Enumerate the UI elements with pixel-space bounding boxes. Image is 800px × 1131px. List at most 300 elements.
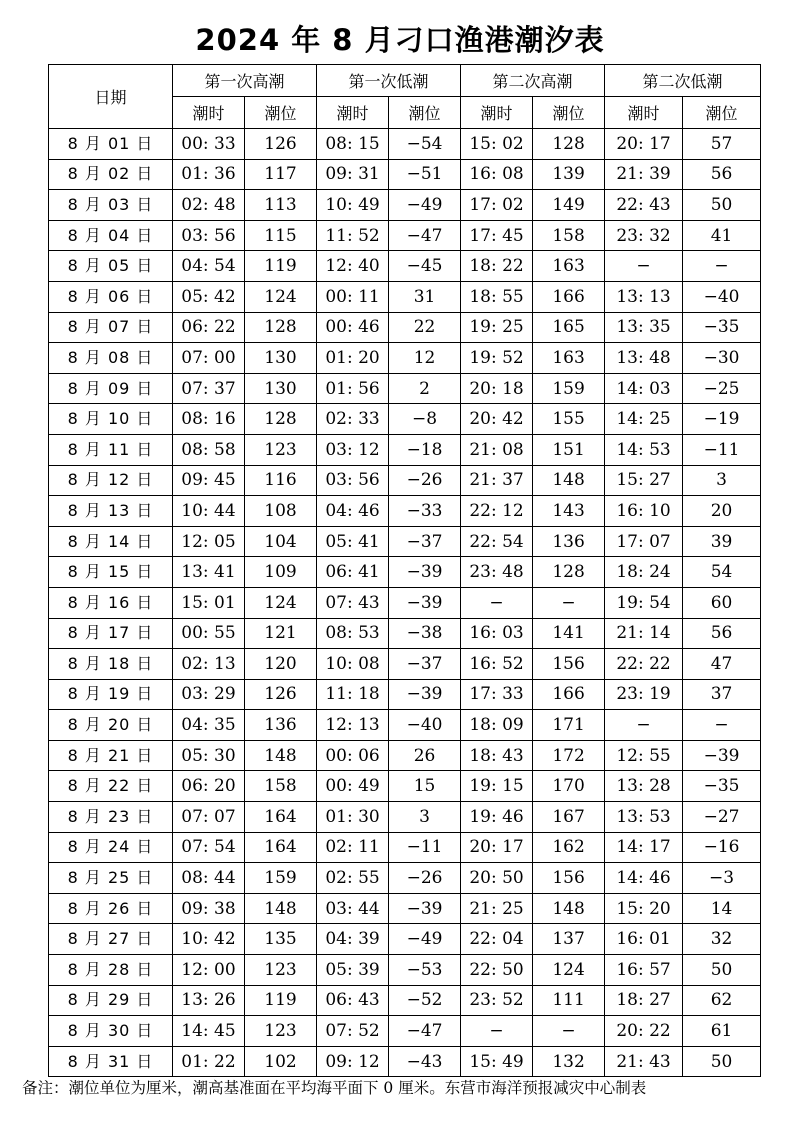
high2-level-cell: 143 (533, 496, 605, 527)
low1-time-cell: 03: 44 (317, 893, 389, 924)
date-cell: 8 月 10 日 (49, 404, 173, 435)
low2-time-cell: 22: 22 (605, 649, 683, 680)
high2-time-cell: 18: 43 (461, 740, 533, 771)
high1-level-cell: 124 (245, 281, 317, 312)
low2-level-cell: 56 (683, 159, 761, 190)
low1-time-cell: 09: 12 (317, 1046, 389, 1077)
low1-time-cell: 12: 40 (317, 251, 389, 282)
low1-level-cell: −39 (389, 557, 461, 588)
high2-time-cell: 19: 46 (461, 802, 533, 833)
low2-time-cell: 14: 46 (605, 863, 683, 894)
date-cell: 8 月 03 日 (49, 190, 173, 221)
low2-time-cell: 16: 10 (605, 496, 683, 527)
low2-level-cell: 20 (683, 496, 761, 527)
time-header: 潮时 (605, 97, 683, 129)
high1-level-cell: 148 (245, 893, 317, 924)
table-row (49, 863, 761, 894)
date-cell: 8 月 07 日 (49, 312, 173, 343)
date-cell: 8 月 04 日 (49, 220, 173, 251)
high1-level-cell: 126 (245, 679, 317, 710)
high1-level-cell: 128 (245, 312, 317, 343)
date-cell: 8 月 27 日 (49, 924, 173, 955)
high1-time-cell: 07: 07 (173, 802, 245, 833)
table-row (49, 220, 761, 251)
high2-level-cell: 163 (533, 343, 605, 374)
low2-level-cell: −39 (683, 740, 761, 771)
table-row (49, 190, 761, 221)
high2-level-cell: 148 (533, 893, 605, 924)
low2-level-cell: 47 (683, 649, 761, 680)
high2-level-cell: 139 (533, 159, 605, 190)
table-row (49, 312, 761, 343)
low1-level-cell: −53 (389, 955, 461, 986)
table-row (49, 955, 761, 986)
high2-time-cell: 20: 42 (461, 404, 533, 435)
high1-time-cell: 13: 41 (173, 557, 245, 588)
group-header-first-high: 第一次高潮 (173, 65, 317, 97)
date-cell: 8 月 08 日 (49, 343, 173, 374)
low2-time-cell: 15: 20 (605, 893, 683, 924)
high1-level-cell: 104 (245, 526, 317, 557)
low2-level-cell: 39 (683, 526, 761, 557)
low1-level-cell: 15 (389, 771, 461, 802)
low1-time-cell: 03: 12 (317, 434, 389, 465)
high2-level-cell: 171 (533, 710, 605, 741)
level-header: 潮位 (389, 97, 461, 129)
date-cell: 8 月 24 日 (49, 832, 173, 863)
table-row (49, 924, 761, 955)
high1-time-cell: 04: 35 (173, 710, 245, 741)
low1-level-cell: −8 (389, 404, 461, 435)
date-cell: 8 月 18 日 (49, 649, 173, 680)
high2-level-cell: 158 (533, 220, 605, 251)
low2-level-cell: 56 (683, 618, 761, 649)
low1-level-cell: −39 (389, 893, 461, 924)
high2-level-cell: 162 (533, 832, 605, 863)
high2-level-cell: 141 (533, 618, 605, 649)
high1-level-cell: 123 (245, 955, 317, 986)
high1-time-cell: 04: 54 (173, 251, 245, 282)
table-row (49, 1046, 761, 1077)
low1-level-cell: −51 (389, 159, 461, 190)
high2-time-cell: 18: 22 (461, 251, 533, 282)
low1-level-cell: −49 (389, 190, 461, 221)
table-row (49, 771, 761, 802)
high2-level-cell: 136 (533, 526, 605, 557)
low2-level-cell: 41 (683, 220, 761, 251)
high1-level-cell: 158 (245, 771, 317, 802)
high2-time-cell: 20: 18 (461, 373, 533, 404)
table-row (49, 740, 761, 771)
low2-time-cell: 21: 14 (605, 618, 683, 649)
high2-time-cell: 22: 12 (461, 496, 533, 527)
date-cell: 8 月 11 日 (49, 434, 173, 465)
low2-time-cell: 18: 24 (605, 557, 683, 588)
low1-time-cell: 08: 15 (317, 129, 389, 160)
high1-time-cell: 06: 20 (173, 771, 245, 802)
low1-level-cell: −39 (389, 679, 461, 710)
high1-time-cell: 02: 48 (173, 190, 245, 221)
group-header-first-low: 第一次低潮 (317, 65, 461, 97)
table-row (49, 281, 761, 312)
high2-time-cell: 19: 25 (461, 312, 533, 343)
low1-time-cell: 06: 41 (317, 557, 389, 588)
low1-level-cell: −47 (389, 1016, 461, 1047)
low2-level-cell: 61 (683, 1016, 761, 1047)
low1-time-cell: 11: 52 (317, 220, 389, 251)
date-cell: 8 月 06 日 (49, 281, 173, 312)
high2-time-cell: 21: 08 (461, 434, 533, 465)
low2-level-cell: −27 (683, 802, 761, 833)
high1-level-cell: 119 (245, 251, 317, 282)
high2-time-cell: 23: 52 (461, 985, 533, 1016)
low1-time-cell: 02: 11 (317, 832, 389, 863)
high1-level-cell: 148 (245, 740, 317, 771)
high1-time-cell: 01: 36 (173, 159, 245, 190)
low2-time-cell: 16: 01 (605, 924, 683, 955)
low2-time-cell: 16: 57 (605, 955, 683, 986)
date-header: 日期 (49, 65, 173, 129)
low1-level-cell: 2 (389, 373, 461, 404)
high1-time-cell: 09: 45 (173, 465, 245, 496)
low1-time-cell: 07: 52 (317, 1016, 389, 1047)
low1-level-cell: −45 (389, 251, 461, 282)
date-cell: 8 月 09 日 (49, 373, 173, 404)
low1-level-cell: −37 (389, 526, 461, 557)
high2-level-cell: 149 (533, 190, 605, 221)
date-cell: 8 月 22 日 (49, 771, 173, 802)
high2-level-cell: 155 (533, 404, 605, 435)
low1-level-cell: −33 (389, 496, 461, 527)
low1-time-cell: 08: 53 (317, 618, 389, 649)
high2-time-cell: − (461, 587, 533, 618)
high1-level-cell: 136 (245, 710, 317, 741)
high2-time-cell: 18: 55 (461, 281, 533, 312)
low1-time-cell: 07: 43 (317, 587, 389, 618)
low1-level-cell: −38 (389, 618, 461, 649)
low2-level-cell: −25 (683, 373, 761, 404)
high1-level-cell: 130 (245, 343, 317, 374)
low2-level-cell: 62 (683, 985, 761, 1016)
date-cell: 8 月 26 日 (49, 893, 173, 924)
low1-time-cell: 02: 55 (317, 863, 389, 894)
low2-time-cell: 13: 28 (605, 771, 683, 802)
low1-level-cell: −40 (389, 710, 461, 741)
low2-level-cell: −35 (683, 312, 761, 343)
low1-time-cell: 05: 41 (317, 526, 389, 557)
table-row (49, 343, 761, 374)
low1-time-cell: 04: 39 (317, 924, 389, 955)
date-cell: 8 月 13 日 (49, 496, 173, 527)
high1-level-cell: 109 (245, 557, 317, 588)
high2-time-cell: 17: 02 (461, 190, 533, 221)
low2-time-cell: 14: 03 (605, 373, 683, 404)
low2-level-cell: −3 (683, 863, 761, 894)
table-row (49, 251, 761, 282)
high1-time-cell: 10: 42 (173, 924, 245, 955)
low1-time-cell: 00: 46 (317, 312, 389, 343)
high1-time-cell: 08: 16 (173, 404, 245, 435)
footnote: 备注：潮位单位为厘米，潮高基准面在平均海平面下 0 厘米。东营市海洋预报减灾中心制表 (22, 1079, 647, 1097)
low1-time-cell: 00: 49 (317, 771, 389, 802)
high1-level-cell: 123 (245, 434, 317, 465)
low1-level-cell: −49 (389, 924, 461, 955)
high2-level-cell: 137 (533, 924, 605, 955)
low2-time-cell: 15: 27 (605, 465, 683, 496)
low1-time-cell: 02: 33 (317, 404, 389, 435)
low2-time-cell: 13: 48 (605, 343, 683, 374)
high1-time-cell: 13: 26 (173, 985, 245, 1016)
table-row (49, 649, 761, 680)
table-row (49, 129, 761, 160)
low2-time-cell: − (605, 251, 683, 282)
low2-time-cell: 17: 07 (605, 526, 683, 557)
low1-level-cell: −11 (389, 832, 461, 863)
table-row (49, 526, 761, 557)
low2-level-cell: 3 (683, 465, 761, 496)
high1-time-cell: 03: 56 (173, 220, 245, 251)
low1-time-cell: 04: 46 (317, 496, 389, 527)
high2-level-cell: 165 (533, 312, 605, 343)
low2-time-cell: 13: 53 (605, 802, 683, 833)
low1-time-cell: 12: 13 (317, 710, 389, 741)
low2-level-cell: 60 (683, 587, 761, 618)
low1-level-cell: 26 (389, 740, 461, 771)
low1-time-cell: 05: 39 (317, 955, 389, 986)
high2-level-cell: 148 (533, 465, 605, 496)
low1-time-cell: 09: 31 (317, 159, 389, 190)
low2-level-cell: − (683, 710, 761, 741)
low1-time-cell: 10: 08 (317, 649, 389, 680)
high1-level-cell: 117 (245, 159, 317, 190)
high2-level-cell: 156 (533, 863, 605, 894)
table-row (49, 404, 761, 435)
date-cell: 8 月 23 日 (49, 802, 173, 833)
table-row (49, 557, 761, 588)
date-cell: 8 月 17 日 (49, 618, 173, 649)
high2-time-cell: 22: 50 (461, 955, 533, 986)
high2-time-cell: 19: 52 (461, 343, 533, 374)
high1-level-cell: 116 (245, 465, 317, 496)
time-header: 潮时 (173, 97, 245, 129)
high2-level-cell: 128 (533, 557, 605, 588)
high1-level-cell: 120 (245, 649, 317, 680)
high1-time-cell: 05: 42 (173, 281, 245, 312)
level-header: 潮位 (245, 97, 317, 129)
level-header: 潮位 (683, 97, 761, 129)
high2-level-cell: 111 (533, 985, 605, 1016)
high1-level-cell: 124 (245, 587, 317, 618)
low2-level-cell: −35 (683, 771, 761, 802)
table-row (49, 893, 761, 924)
table-row (49, 496, 761, 527)
page-title: 2024 年 8 月刁口渔港潮汐表 (195, 23, 605, 57)
low2-time-cell: 14: 17 (605, 832, 683, 863)
high2-level-cell: 172 (533, 740, 605, 771)
low1-time-cell: 10: 49 (317, 190, 389, 221)
table-row (49, 1016, 761, 1047)
low1-time-cell: 01: 20 (317, 343, 389, 374)
table-row (49, 710, 761, 741)
high1-time-cell: 02: 13 (173, 649, 245, 680)
date-cell: 8 月 01 日 (49, 129, 173, 160)
low2-level-cell: −19 (683, 404, 761, 435)
table-row (49, 618, 761, 649)
high2-time-cell: 22: 04 (461, 924, 533, 955)
high2-time-cell: 21: 25 (461, 893, 533, 924)
high1-time-cell: 12: 05 (173, 526, 245, 557)
high2-level-cell: 156 (533, 649, 605, 680)
low2-time-cell: 21: 43 (605, 1046, 683, 1077)
low1-level-cell: 12 (389, 343, 461, 374)
low1-level-cell: −37 (389, 649, 461, 680)
low1-time-cell: 00: 06 (317, 740, 389, 771)
tide-table-body (49, 129, 761, 1077)
low2-level-cell: 50 (683, 1046, 761, 1077)
high2-time-cell: 22: 54 (461, 526, 533, 557)
high2-level-cell: 151 (533, 434, 605, 465)
high2-time-cell: 21: 37 (461, 465, 533, 496)
high1-time-cell: 07: 54 (173, 832, 245, 863)
high1-time-cell: 08: 58 (173, 434, 245, 465)
low1-level-cell: 31 (389, 281, 461, 312)
high1-time-cell: 05: 30 (173, 740, 245, 771)
table-row (49, 985, 761, 1016)
date-cell: 8 月 14 日 (49, 526, 173, 557)
high1-time-cell: 15: 01 (173, 587, 245, 618)
high2-level-cell: − (533, 1016, 605, 1047)
low2-level-cell: −16 (683, 832, 761, 863)
low2-level-cell: − (683, 251, 761, 282)
low2-time-cell: 14: 25 (605, 404, 683, 435)
date-cell: 8 月 29 日 (49, 985, 173, 1016)
high2-level-cell: 166 (533, 679, 605, 710)
group-header-second-high: 第二次高潮 (461, 65, 605, 97)
table-row (49, 373, 761, 404)
high1-level-cell: 121 (245, 618, 317, 649)
low2-time-cell: 22: 43 (605, 190, 683, 221)
low2-level-cell: −11 (683, 434, 761, 465)
low2-time-cell: 14: 53 (605, 434, 683, 465)
group-header-second-low: 第二次低潮 (605, 65, 761, 97)
date-cell: 8 月 05 日 (49, 251, 173, 282)
table-row (49, 679, 761, 710)
time-header: 潮时 (461, 97, 533, 129)
high1-level-cell: 113 (245, 190, 317, 221)
table-row (49, 465, 761, 496)
high1-level-cell: 126 (245, 129, 317, 160)
low2-time-cell: 23: 19 (605, 679, 683, 710)
high1-time-cell: 08: 44 (173, 863, 245, 894)
low2-level-cell: −30 (683, 343, 761, 374)
high1-level-cell: 164 (245, 802, 317, 833)
high2-level-cell: 128 (533, 129, 605, 160)
high2-time-cell: 18: 09 (461, 710, 533, 741)
low1-level-cell: −26 (389, 863, 461, 894)
high2-level-cell: 163 (533, 251, 605, 282)
low2-level-cell: 50 (683, 190, 761, 221)
low1-level-cell: −18 (389, 434, 461, 465)
date-cell: 8 月 25 日 (49, 863, 173, 894)
table-row (49, 832, 761, 863)
low2-time-cell: 12: 55 (605, 740, 683, 771)
low2-time-cell: 18: 27 (605, 985, 683, 1016)
high1-time-cell: 01: 22 (173, 1046, 245, 1077)
low1-level-cell: −54 (389, 129, 461, 160)
low2-level-cell: 57 (683, 129, 761, 160)
high1-level-cell: 164 (245, 832, 317, 863)
high1-time-cell: 00: 55 (173, 618, 245, 649)
high2-time-cell: 20: 17 (461, 832, 533, 863)
low1-level-cell: −52 (389, 985, 461, 1016)
date-cell: 8 月 16 日 (49, 587, 173, 618)
high1-time-cell: 00: 33 (173, 129, 245, 160)
date-cell: 8 月 21 日 (49, 740, 173, 771)
high1-level-cell: 102 (245, 1046, 317, 1077)
high1-time-cell: 10: 44 (173, 496, 245, 527)
low2-level-cell: 32 (683, 924, 761, 955)
high2-level-cell: − (533, 587, 605, 618)
low2-time-cell: 23: 32 (605, 220, 683, 251)
high2-level-cell: 170 (533, 771, 605, 802)
high1-level-cell: 115 (245, 220, 317, 251)
low1-time-cell: 01: 30 (317, 802, 389, 833)
high2-level-cell: 159 (533, 373, 605, 404)
header-row-groups (49, 65, 761, 97)
low1-time-cell: 03: 56 (317, 465, 389, 496)
table-row (49, 802, 761, 833)
high1-level-cell: 135 (245, 924, 317, 955)
high2-time-cell: − (461, 1016, 533, 1047)
low2-level-cell: 37 (683, 679, 761, 710)
low2-time-cell: 21: 39 (605, 159, 683, 190)
high1-time-cell: 07: 00 (173, 343, 245, 374)
high1-level-cell: 119 (245, 985, 317, 1016)
low2-level-cell: 50 (683, 955, 761, 986)
low1-level-cell: −39 (389, 587, 461, 618)
low1-level-cell: −43 (389, 1046, 461, 1077)
low1-time-cell: 01: 56 (317, 373, 389, 404)
high2-time-cell: 23: 48 (461, 557, 533, 588)
high1-level-cell: 128 (245, 404, 317, 435)
table-row (49, 159, 761, 190)
low2-time-cell: 13: 35 (605, 312, 683, 343)
high1-level-cell: 130 (245, 373, 317, 404)
high2-level-cell: 124 (533, 955, 605, 986)
low1-time-cell: 11: 18 (317, 679, 389, 710)
low2-time-cell: 20: 22 (605, 1016, 683, 1047)
high2-time-cell: 15: 02 (461, 129, 533, 160)
high2-time-cell: 17: 45 (461, 220, 533, 251)
tide-table (48, 64, 761, 1077)
high2-level-cell: 132 (533, 1046, 605, 1077)
high2-level-cell: 167 (533, 802, 605, 833)
high2-time-cell: 20: 50 (461, 863, 533, 894)
table-row (49, 434, 761, 465)
high1-time-cell: 12: 00 (173, 955, 245, 986)
table-row (49, 587, 761, 618)
low2-level-cell: 14 (683, 893, 761, 924)
high1-time-cell: 14: 45 (173, 1016, 245, 1047)
high2-time-cell: 19: 15 (461, 771, 533, 802)
high2-time-cell: 17: 33 (461, 679, 533, 710)
low2-time-cell: 19: 54 (605, 587, 683, 618)
level-header: 潮位 (533, 97, 605, 129)
date-cell: 8 月 20 日 (49, 710, 173, 741)
date-cell: 8 月 15 日 (49, 557, 173, 588)
high1-time-cell: 03: 29 (173, 679, 245, 710)
date-cell: 8 月 31 日 (49, 1046, 173, 1077)
